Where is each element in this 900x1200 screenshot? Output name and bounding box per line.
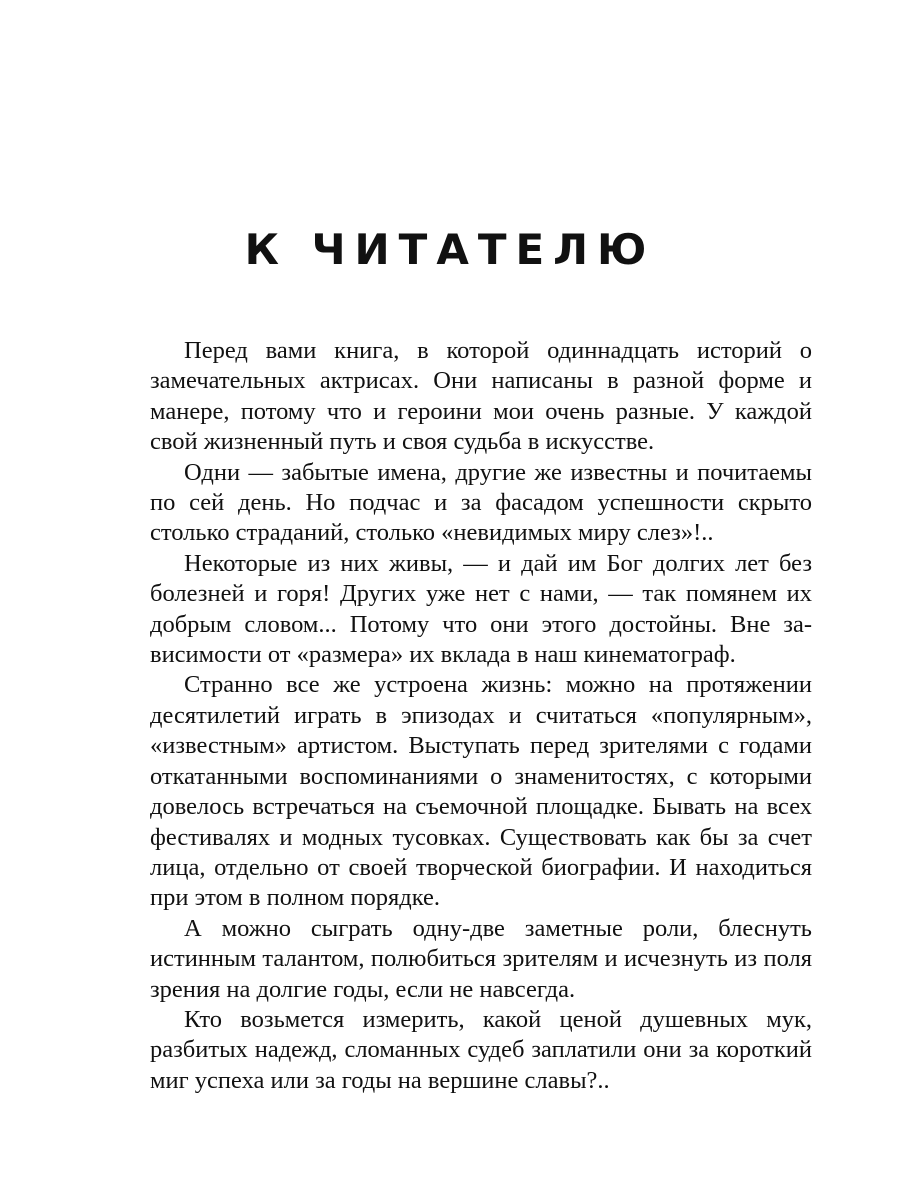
paragraph-2: Одни — забытые имена, другие же известны и почитаемы по сей день. Но подчас и за фасадом успешности скрыто столько страданий, столько «невидимых миру слез»!..: [150, 458, 812, 547]
paragraph-4: Странно все же устроена жизнь: можно на протяжении десятилетий играть в эпизодах и считаться «популярным», «известным» артистом. Выступать перед зрителями с годами откатанными воспоминаниями о знаменитостях, с которыми довелось встречаться на съемочной площадке. Бывать на всех фестивалях и модных тусовках. Существовать как бы за счет лица, отдельно от своей творческой биографии. И находиться при этом в полном порядке.: [150, 671, 812, 912]
chapter-title: К ЧИТАТЕЛЮ: [244, 225, 656, 274]
paragraph-3: Некоторые из них живы, — и дай им Бог долгих лет без болезней и горя! Других уже нет с нами, — так помянем их добрым словом... Потому что они этого достойны. Вне зависимости от «размера» их вклада в наш кинематограф.: [150, 549, 812, 669]
body-text: [150, 336, 812, 1096]
paragraph-1: Перед вами книга, в которой одиннадцать историй о замечательных актрисах. Они написаны в разной форме и манере, потому что и героини мои очень разные. У каждой свой жизненный путь и своя судьба в искусстве.: [150, 337, 812, 456]
paragraph-6: Кто возьмется измерить, какой ценой душевных мук, разбитых надежд, сломанных судеб заплатили они за короткий миг успеха или за годы на вершине славы?..: [150, 1005, 812, 1094]
paragraph-5: А можно сыграть одну-две заметные роли, блеснуть истинным талантом, полюбиться зрителям и исчезнуть из поля зрения на долгие годы, если не навсегда.: [150, 914, 812, 1003]
